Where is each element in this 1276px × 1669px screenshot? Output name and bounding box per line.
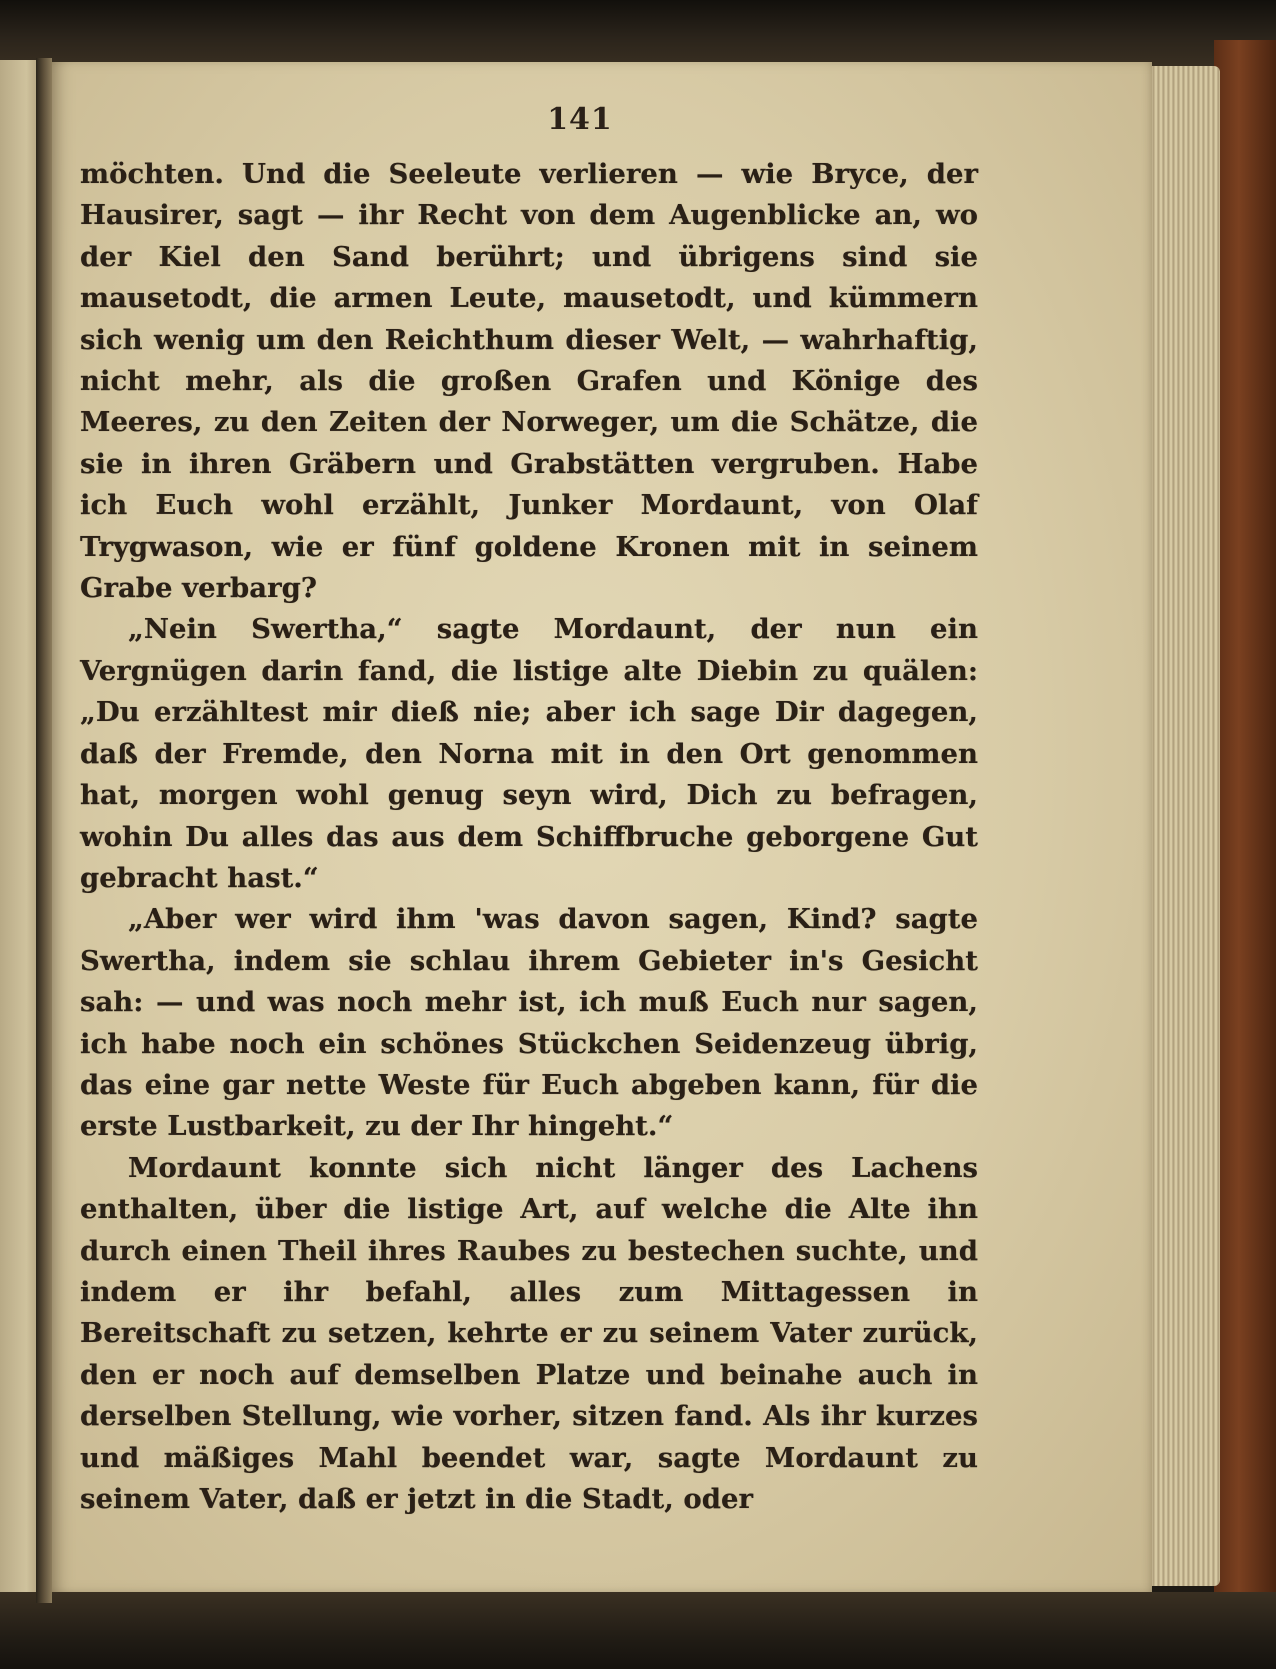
book-cover-edge [1214,40,1276,1630]
cover-top-edge [0,0,1276,70]
paragraph: „Nein Swertha,“ sagte Mordaunt, der nun ein Vergnügen darin fand, die listige alte Diebin zu quälen: „Du erzähltest mir dieß nie; aber ich sage Dir dagegen, daß der Fremde, den Norna mit in den Ort genommen hat, morgen wohl genug seyn wird, Dich zu befragen, wohin Du alles das aus dem Schiffbruche geborgene Gut gebracht hast.“ [80,613,978,894]
page-text [80,154,978,1520]
book-gutter [36,58,52,1603]
paragraph: „Aber wer wird ihm 'was davon sagen, Kind? sagte Swertha, indem sie schlau ihrem Gebieter in's Gesicht sah: — und was noch mehr ist, ich muß Euch nur sagen, ich habe noch ein schönes Stückchen Seidenzeug übrig, das eine gar nette Weste für Euch abgeben kann, für die erste Lustbarkeit, zu der Ihr hingeht.“ [80,903,978,1143]
page-stack-edges [1150,66,1220,1586]
page-number: 141 [547,102,613,137]
cover-bottom-edge [0,1592,1276,1669]
book-page [50,62,1152,1592]
paragraph: Mordaunt konnte sich nicht länger des Lachens enthalten, über die listige Art, auf welche die Alte ihn durch einen Theil ihres Raubes zu bestechen suchte, und indem er ihr befahl, alles zum Mittagessen in Bereitschaft zu setzen, kehrte er zu seinem Vater zurück, den er noch auf demselben Platze und beinahe auch in derselben Stellung, wie vorher, sitzen fand. Als ihr kurzes und mäßiges Mahl beendet war, sagte Mordaunt zu seinem Vater, daß er jetzt in die Stadt, oder [80,1151,978,1515]
paragraph: möchten. Und die Seeleute verlieren — wie Bryce, der Hausirer, sagt — ihr Recht von dem Augenblicke an, wo der Kiel den Sand berührt; und übrigens sind sie mausetodt, die armen Leute, mausetodt, und kümmern sich wenig um den Reichthum dieser Welt, — wahrhaftig, nicht mehr, als die großen Grafen und Könige des Meeres, zu den Zeiten der Norweger, um die Schätze, die sie in ihren Gräbern und Grabstätten vergruben. Habe ich Euch wohl erzählt, Junker Mordaunt, von Olaf Trygwason, wie er fünf goldene Kronen mit in seinem Grabe verbarg? [80,158,978,605]
